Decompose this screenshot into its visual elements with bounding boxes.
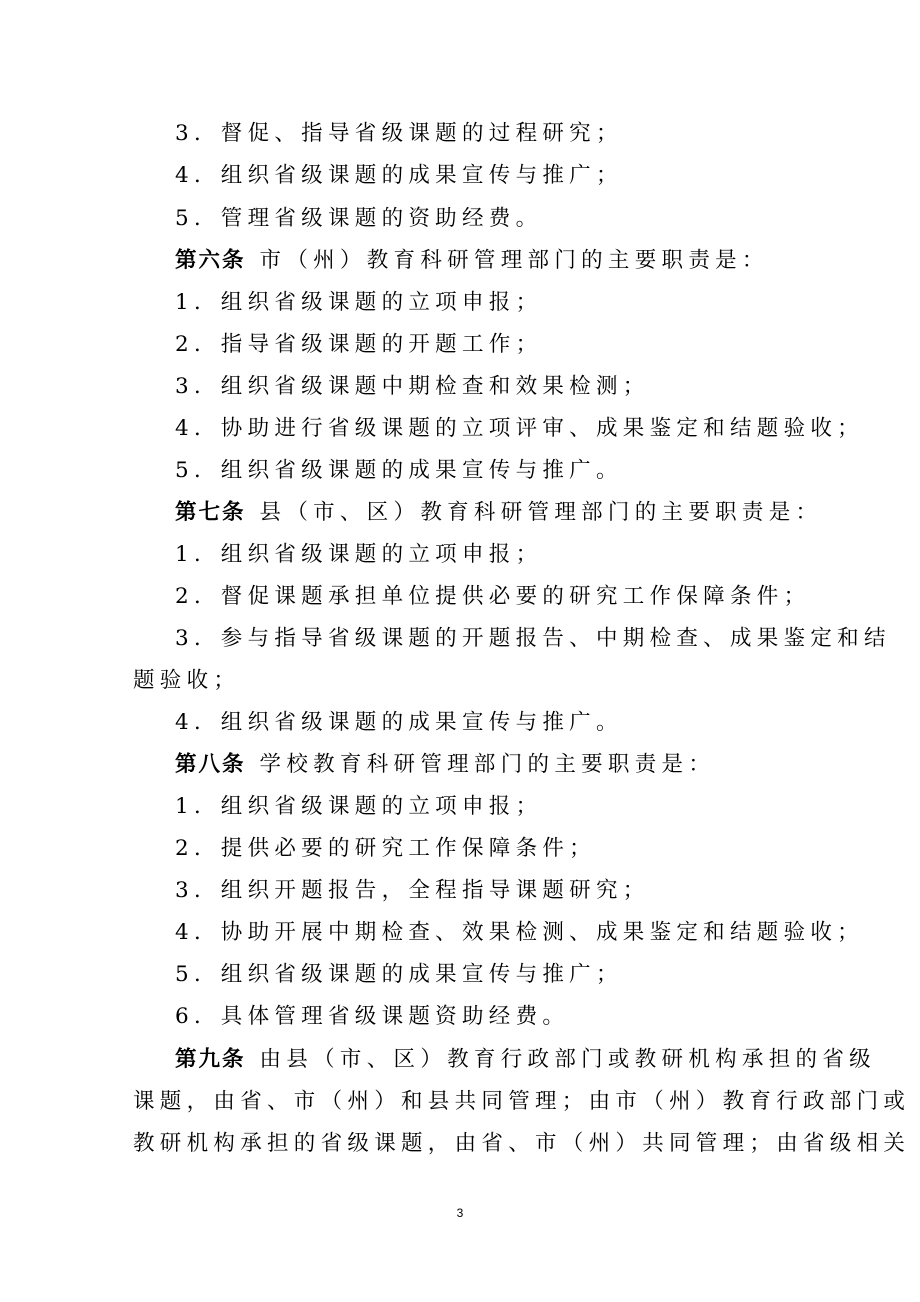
list-item xyxy=(0,913,920,953)
article-label: 第八条 xyxy=(175,752,246,777)
line-text: 4．协助进行省级课题的立项评审、成果鉴定和结题验收； xyxy=(175,416,864,441)
line-text: 4．组织省级课题的成果宣传与推广； xyxy=(175,163,623,188)
line-text: 3．组织开题报告，全程指导课题研究； xyxy=(175,878,650,903)
list-item xyxy=(0,619,920,659)
list-item xyxy=(0,114,920,154)
line-text: 学校教育科研管理部门的主要职责是： xyxy=(259,752,716,777)
list-item xyxy=(0,283,920,323)
line-text: 4．协助开展中期检查、效果检测、成果鉴定和结题验收； xyxy=(175,920,864,945)
line-text: 3．督促、指导省级课题的过程研究； xyxy=(175,121,623,146)
line-text: 1．组织省级课题的立项申报； xyxy=(175,290,543,315)
line-text: 3．参与指导省级课题的开题报告、中期检查、成果鉴定和结 xyxy=(175,626,891,651)
line-text: 题验收； xyxy=(133,668,241,693)
article-label: 第九条 xyxy=(175,1047,246,1072)
paragraph-line xyxy=(0,1082,920,1122)
article-label: 第六条 xyxy=(175,248,246,273)
list-item-continuation xyxy=(0,661,920,701)
line-text: 1．组织省级课题的立项申报； xyxy=(175,542,543,567)
list-item xyxy=(0,367,920,407)
list-item xyxy=(0,535,920,575)
line-text: 课题，由省、市（州）和县共同管理；由市（州）教育行政部门或 xyxy=(133,1089,911,1114)
line-text: 县（市、区）教育科研管理部门的主要职责是： xyxy=(259,500,823,525)
article-heading xyxy=(0,1040,920,1080)
line-text: 3．组织省级课题中期检查和效果检测； xyxy=(175,374,650,399)
list-item xyxy=(0,829,920,869)
article-heading xyxy=(0,745,920,785)
paragraph-line xyxy=(0,1124,920,1164)
line-text: 1．组织省级课题的立项申报； xyxy=(175,794,543,819)
line-text: 市（州）教育科研管理部门的主要职责是： xyxy=(259,248,769,273)
list-item xyxy=(0,325,920,365)
list-item xyxy=(0,451,920,491)
article-label: 第七条 xyxy=(175,500,246,525)
list-item xyxy=(0,409,920,449)
list-item xyxy=(0,871,920,911)
list-item xyxy=(0,955,920,995)
line-text: 5．管理省级课题的资助经费。 xyxy=(175,206,543,231)
list-item xyxy=(0,199,920,239)
article-heading xyxy=(0,241,920,281)
line-text: 2．提供必要的研究工作保障条件； xyxy=(175,836,596,861)
article-heading xyxy=(0,493,920,533)
list-item xyxy=(0,577,920,617)
list-item xyxy=(0,787,920,827)
line-text: 4．组织省级课题的成果宣传与推广。 xyxy=(175,710,623,735)
page-number: 3 xyxy=(456,1206,464,1220)
list-item xyxy=(0,703,920,743)
line-text: 教研机构承担的省级课题，由省、市（州）共同管理；由省级相关 xyxy=(133,1131,911,1156)
line-text: 2．督促课题承担单位提供必要的研究工作保障条件； xyxy=(175,584,811,609)
line-text: 5．组织省级课题的成果宣传与推广； xyxy=(175,962,623,987)
line-text: 由县（市、区）教育行政部门或教研机构承担的省级 xyxy=(259,1047,876,1072)
line-text: 2．指导省级课题的开题工作； xyxy=(175,332,543,357)
line-text: 6．具体管理省级课题资助经费。 xyxy=(175,1004,570,1029)
list-item xyxy=(0,156,920,196)
line-text: 5．组织省级课题的成果宣传与推广。 xyxy=(175,458,623,483)
list-item xyxy=(0,997,920,1037)
